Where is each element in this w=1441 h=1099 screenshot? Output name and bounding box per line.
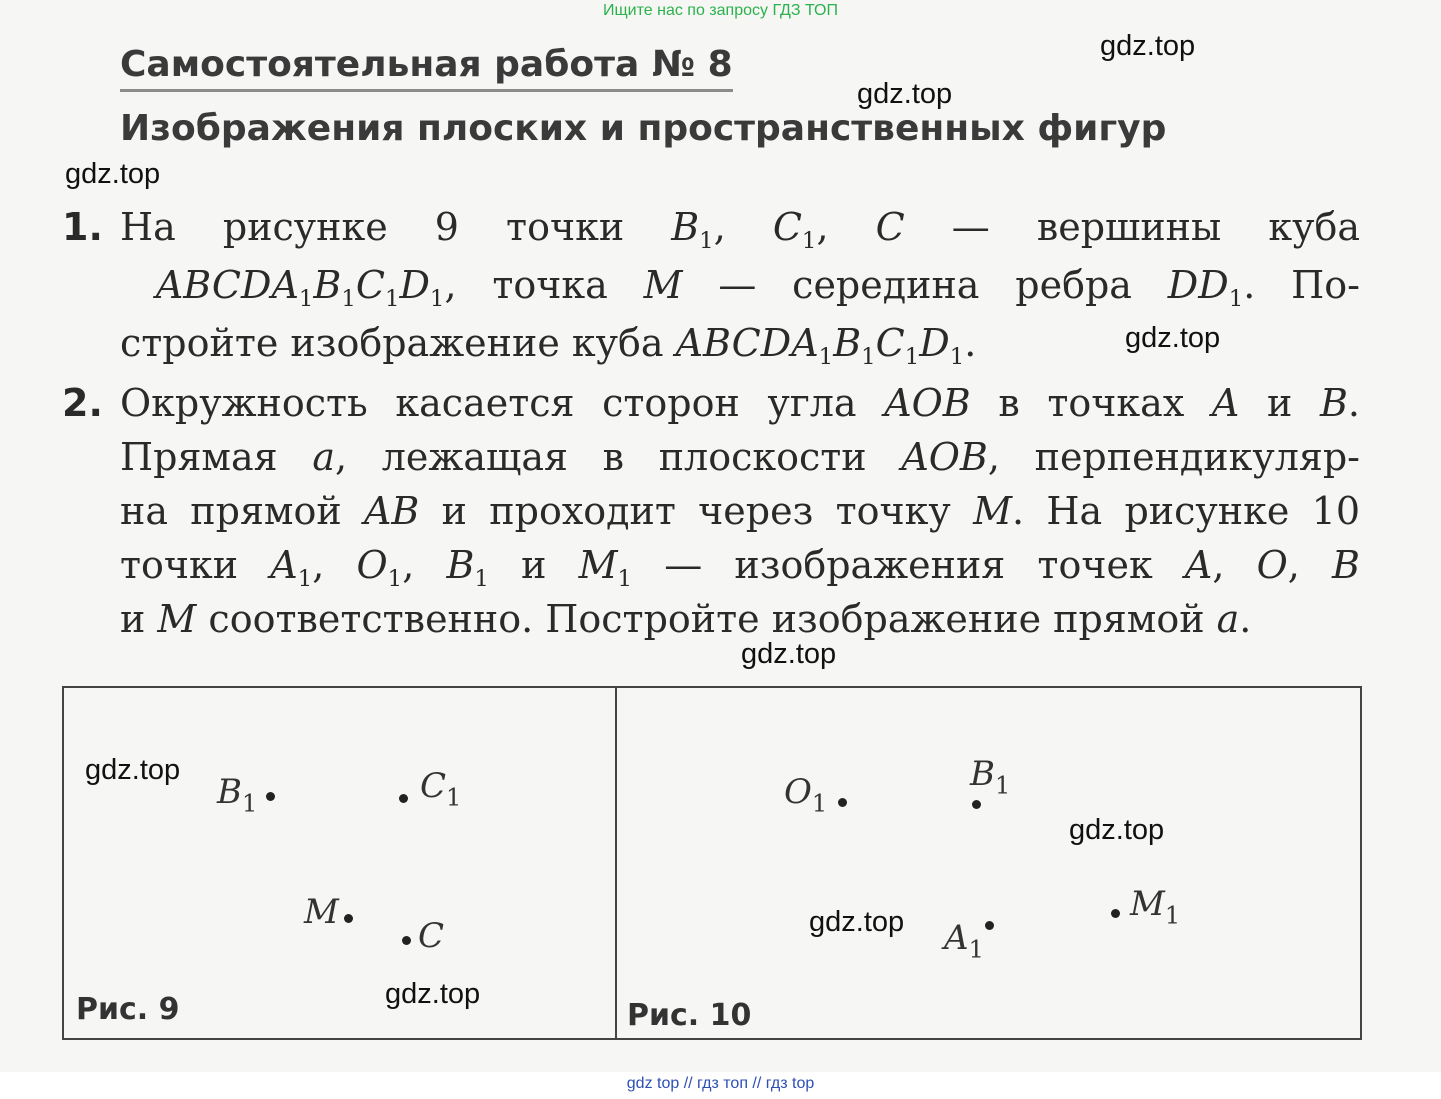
fig10-label-a1: $A_1$ (944, 918, 984, 964)
task-1-line-3: стройте изображение куба $ABCDA_1B_1C_1D_1$. (120, 321, 977, 370)
watermark[interactable]: gdz.top (857, 78, 953, 110)
task-1-number: 1. (62, 205, 103, 249)
fig10-point-o1 (838, 798, 847, 807)
fig9-point-m (344, 914, 353, 923)
figures-divider (615, 688, 617, 1038)
page-subtitle: Изображения плоских и пространственных фигур (120, 108, 1167, 149)
task-2-line-3: на прямой AB и проходит через точку M. На рисунке 10 (120, 489, 1360, 533)
task-2-line-2: Прямая a, лежащая в плоскости AOB, перпендикуляр- (120, 435, 1361, 479)
watermark[interactable]: gdz.top (741, 638, 837, 670)
fig9-label-m: M (304, 892, 339, 932)
watermark[interactable]: gdz.top (65, 158, 161, 190)
task-2 (62, 376, 1360, 646)
fig10-caption: Рис. 10 (627, 998, 752, 1033)
watermark[interactable]: gdz.top (1069, 814, 1165, 846)
fig9-label-b1: $B_1$ (217, 772, 258, 818)
fig10-point-b1 (972, 800, 981, 809)
watermark[interactable]: gdz.top (385, 978, 481, 1010)
fig10-point-m1 (1111, 909, 1120, 918)
watermark[interactable]: gdz.top (1100, 30, 1196, 62)
task-2-line-4: точки $A_1$, $O_1$, $B_1$ и $M_1$ — изображения точек A, O, B (120, 543, 1360, 592)
page-title: Самостоятельная работа № 8 (120, 44, 733, 92)
watermark[interactable]: gdz.top (1125, 322, 1221, 354)
fig9-label-c1: $C_1$ (420, 766, 462, 812)
task-2-number: 2. (62, 381, 103, 425)
task-2-line-1: Окружность касается сторон угла AOB в точках A и B. (120, 381, 1360, 425)
task-1-line-2: $ABCDA_1B_1C_1D_1$, точка M — середина ребра $DD_1$. По- (155, 263, 1360, 312)
fig9-label-c: C (418, 916, 445, 956)
fig10-label-b1: $B_1$ (970, 754, 1011, 800)
top-banner[interactable]: Ищите нас по запросу ГДЗ ТОП (603, 2, 838, 19)
task-1-line-1: На рисунке 9 точки $B_1$, $C_1$, C — вершины куба (120, 205, 1360, 254)
figures-box (62, 686, 1362, 1040)
fig9-caption: Рис. 9 (76, 992, 180, 1027)
bottom-banner[interactable]: gdz top // гдз топ // гдз top (626, 1075, 815, 1092)
fig9-point-c (402, 936, 411, 945)
fig10-point-a1 (985, 921, 994, 930)
watermark[interactable]: gdz.top (809, 906, 905, 938)
fig10-label-o1: $O_1$ (784, 772, 828, 818)
task-2-line-5: и M соответственно. Постройте изображение прямой a. (120, 597, 1252, 641)
fig10-label-m1: $M_1$ (1130, 884, 1181, 930)
fig9-point-c1 (399, 794, 408, 803)
fig9-point-b1 (266, 792, 275, 801)
watermark[interactable]: gdz.top (85, 754, 181, 786)
